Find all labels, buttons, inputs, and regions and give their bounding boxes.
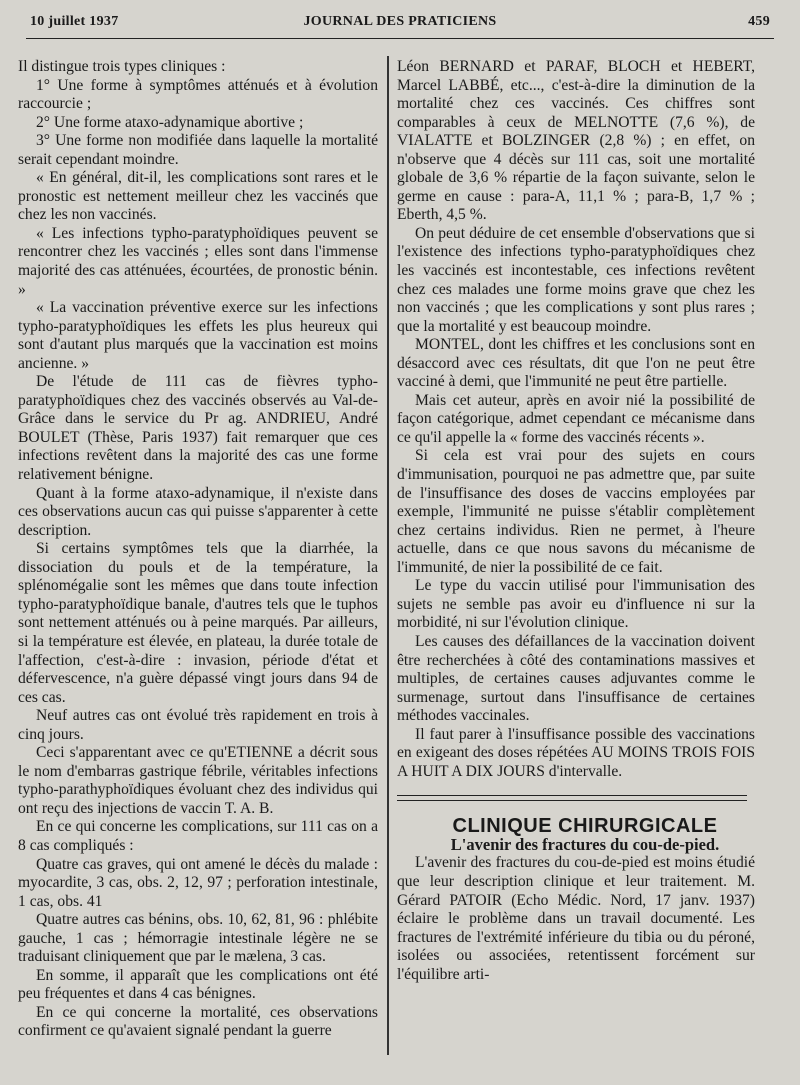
section-title: CLINIQUE CHIRURGICALE (452, 815, 718, 838)
paragraph: Ceci s'apparentant avec ce qu'ETIENNE a décrit sous le nom d'embarras gastrique fébrile, véritables infections typho-parathyphoïdiques évoluant chez des individus qui ont reçu des injections de vaccin T. A. B. (18, 744, 378, 817)
issue-date: 10 juillet 1937 (30, 14, 119, 29)
paragraph: Quant à la forme ataxo-adynamique, il n'existe dans ces observations aucun cas qui puisse s'apparenter à cette description. (18, 484, 378, 539)
paragraph: 1° Une forme à symptômes atténués et à évolution raccourcie ; (18, 76, 378, 113)
paragraph: Si cela est vrai pour des sujets en cours d'immunisation, pourquoi ne pas admettre que, par suite de l'insuffisance des doses de vaccins employées par exemple, l'immunité ne puisse s'établir complètement chez certains individus. Rien ne permet, à l'heure actuelle, dans ce que nous savons du mécanisme de l'immunité, de nier la possibilité de ce fait. (397, 447, 755, 576)
paragraph: Quatre cas graves, qui ont amené le décès du malade : myocardite, 3 cas, obs. 2, 12, 97 ; perforation intestinale, 1 cas, obs. 41 (18, 855, 378, 910)
paragraph: Mais cet auteur, après en avoir nié la possibilité de façon catégorique, admet cependant ce mécanisme dans ce qu'il appelle la « forme des vaccinés récents ». (397, 391, 755, 446)
paragraph: MONTEL, dont les chiffres et les conclusions sont en désaccord avec ces résultats, dit que l'on ne peut être vacciné à demi, que l'immunité ne peut être partielle. (397, 336, 755, 391)
paragraph: On peut déduire de cet ensemble d'observations que si l'existence des infections typho-paratyphoïdiques chez les vaccinés est incontestable, ces infections revêtent chez ces malades une forme moins grave que chez les non vaccinés ; que les complications y sont plus rares ; que la mortalité y est beaucoup moindre. (397, 224, 755, 335)
paragraph: 2° Une forme ataxo-adynamique abortive ; (36, 113, 304, 131)
running-header (30, 14, 770, 36)
paragraph: En ce qui concerne la mortalité, ces observations confirment ce qu'avaient signalé pendant la guerre (18, 1003, 378, 1040)
paragraph: Si certains symptômes tels que la diarrhée, la dissociation du pouls et de la température, la splénomégalie sont les mêmes que dans toute infection typho-paratyphoïdique banale, d'autres tels que le tuphos sont nettement atténués ou à peine marqués. Par ailleurs, si la température est élevée, en plateau, la durée totale de l'affection, c'est-à-dire : invasion, période d'état et défervescence, n'a guère dépassé vingt jours dans 94 de ces cas. (18, 540, 378, 706)
paragraph: En somme, il apparaît que les complications ont été peu fréquentes et dans 4 cas bénignes. (18, 966, 378, 1003)
paragraph: Le type du vaccin utilisé pour l'immunisation des sujets ne semble pas avoir eu d'influence ni sur la morbidité, ni sur l'évolution clinique. (397, 577, 755, 632)
paragraph: Il faut parer à l'insuffisance possible des vaccinations en exigeant des doses répétées AU MOINS TROIS FOIS A HUIT A DIX JOURS d'intervalle. (397, 725, 755, 780)
paragraph: Léon BERNARD et PARAF, BLOCH et HEBERT, Marcel LABBÉ, etc..., c'est-à-dire la diminution de la mortalité chez ces vaccinés. Ces chiffres sont comparables à ceux de MELNOTTE (7,6 %), de VIALATTE et BOLZINGER (2,8 %) ; en effet, on n'observe que 4 décès sur 111 cas, soit une mortalité globale de 3,6 % répartie de la façon suivante, selon le germe en cause : para-A, 11,1 % ; para-B, 1,7 % ; Eberth, 4,5 %. (397, 58, 755, 224)
journal-title: JOURNAL DES PRATICIENS (303, 14, 497, 29)
paragraph: Neuf autres cas ont évolué très rapidement en trois à cinq jours. (18, 707, 378, 743)
paragraph: « La vaccination préventive exerce sur les infections typho-paratyphoïdiques les effets les plus heureux qui sont d'autant plus marqués que la vaccination est moins ancienne. » (18, 299, 378, 372)
paragraph: En ce qui concerne les complications, sur 111 cas on a 8 cas compliqués : (18, 818, 378, 854)
section-separator (397, 795, 747, 801)
header-rule (26, 38, 774, 39)
left-column (18, 58, 378, 1041)
paragraph: « Les infections typho-paratyphoïdiques peuvent se rencontrer chez les vaccinés ; elles sont dans l'immense majorité des cas atténuées, écourtées, de pronostic bénin. » (18, 224, 378, 298)
paragraph: Les causes des défaillances de la vaccination doivent être recherchées à côté des contaminations massives et multiples, de certaines causes adjuvantes comme le surmenage, surtout dans l'insuffisance de certaines méthodes vaccinales. (397, 632, 755, 725)
right-column (397, 58, 755, 984)
column-divider (387, 56, 389, 1055)
article-title: L'avenir des fractures du cou-de-pied. (450, 834, 720, 854)
paragraph: De l'étude de 111 cas de fièvres typho-paratyphoïdiques chez des vaccinés observés au Val-de-Grâce dans le service du Pr ag. ANDRIEU, André BOULET (Thèse, Paris 1937) fait remarquer que ces infections revêtent dans la majorité des cas une forme relativement bénigne. (18, 373, 378, 484)
paragraph: Quatre autres cas bénins, obs. 10, 62, 81, 96 : phlébite gauche, 1 cas ; hémorragie intestinale légère ne se traduisant cliniquement que par le mælena, 3 cas. (18, 911, 378, 966)
paragraph: L'avenir des fractures du cou-de-pied est moins étudié que leur description clinique et leur traitement. M. Gérard PATOIR (Echo Médic. Nord, 17 janv. 1937) éclaire le problème dans un travail documenté. Les fractures de l'extrémité inférieure du tibia ou du péroné, isolées ou associées, retentissent forcément sur l'équilibre arti- (397, 854, 755, 983)
paragraph: « En général, dit-il, les complications sont rares et le pronostic est nettement meilleur chez les vaccinés que chez les non vaccinés. (18, 169, 378, 224)
paragraph: Il distingue trois types cliniques : (18, 58, 226, 75)
paragraph: 3° Une forme non modifiée dans laquelle la mortalité serait cependant moindre. (18, 132, 378, 168)
page-number: 459 (748, 14, 770, 29)
